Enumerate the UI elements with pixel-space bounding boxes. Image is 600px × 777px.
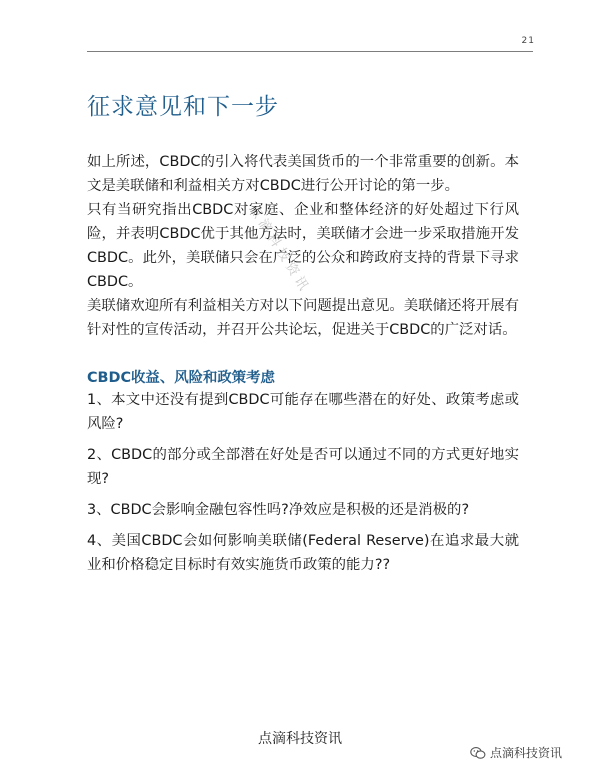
paragraph-3: 美联储欢迎所有利益相关方对以下问题提出意见。美联储还将开展有针对性的宣传活动，并召开公共论坛，促进关于CBDC的广泛对话。	[87, 298, 519, 338]
question-1: 1、本文中还没有提到CBDC可能存在哪些潜在的好处、政策考虑或风险?	[87, 392, 519, 432]
footer-text: 点滴科技资讯	[258, 731, 342, 747]
header-rule	[87, 51, 533, 52]
paragraph-2: 只有当研究指出CBDC对家庭、企业和整体经济的好处超过下行风险，并表明CBDC优于其他方法时，美联储才会进一步采取措施开发CBDC。此外，美联储只会在广泛的公众和跨政府支持的背景下寻求CBDC。	[87, 202, 519, 290]
wechat-icon	[470, 746, 486, 760]
question-3: 3、CBDC会影响金融包容性吗?净效应是积极的还是消极的?	[87, 502, 470, 518]
page-number: 21	[521, 36, 535, 46]
badge-label: 点滴科技资讯	[490, 746, 563, 760]
section-heading: CBDC收益、风险和政策考虑	[87, 370, 275, 386]
page-title: 征求意见和下一步	[87, 94, 279, 120]
question-4: 4、美国CBDC会如何影响美联储(Federal Reserve)在追求最大就业和价格稳定目标时有效实施货币政策的能力??	[87, 533, 519, 573]
source-badge	[470, 744, 562, 761]
body-content	[87, 150, 519, 584]
paragraph-1: 如上所述，CBDC的引入将代表美国货币的一个非常重要的创新。本文是美联储和利益相关方对CBDC进行公开讨论的第一步。	[87, 154, 519, 194]
question-2: 2、CBDC的部分或全部潜在好处是否可以通过不同的方式更好地实现?	[87, 447, 519, 487]
watermark: 点滴科技资讯	[245, 202, 313, 297]
